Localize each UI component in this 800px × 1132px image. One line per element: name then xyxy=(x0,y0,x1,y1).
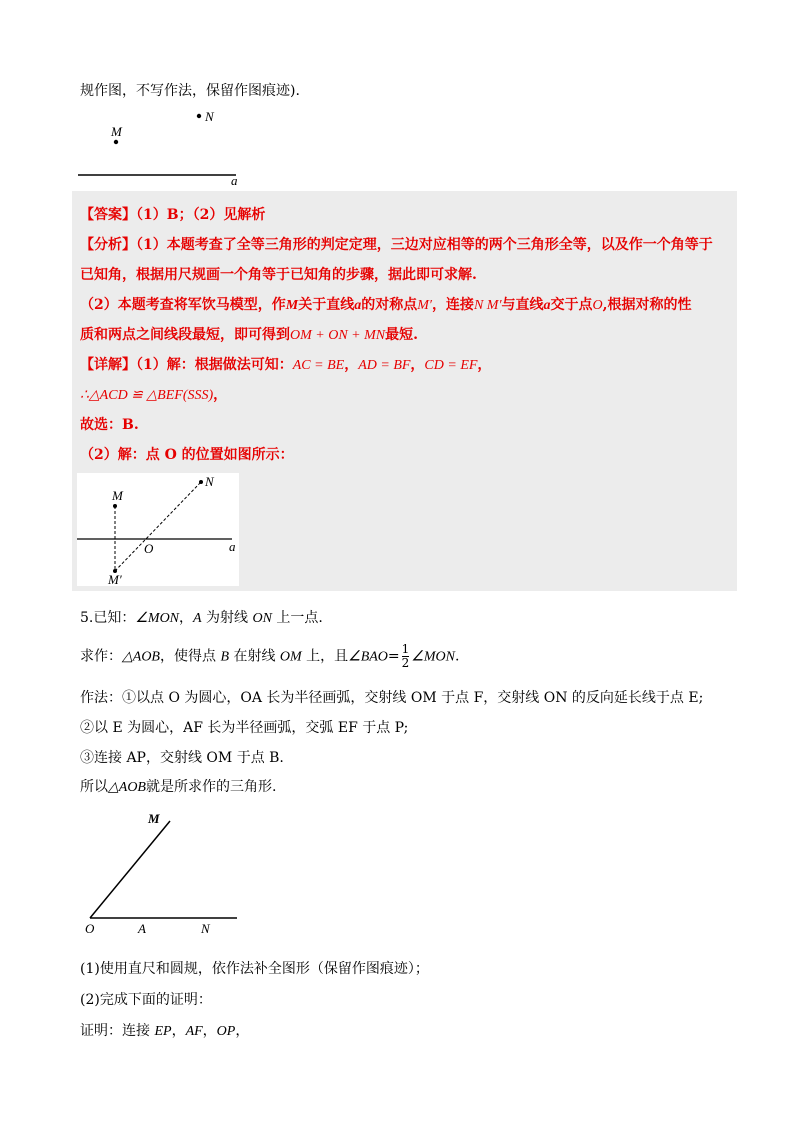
analysis-4a: 质和两点之间线段最短，即可得到 xyxy=(80,327,290,343)
q5-2c: 在射线 xyxy=(229,648,280,665)
analysis-4-expr: OM + ON + MN xyxy=(290,328,386,343)
analysis-tag: 【分析】 xyxy=(80,237,136,253)
label-mp: M′ xyxy=(108,572,122,587)
proof-c: ， xyxy=(202,1023,217,1039)
q5-on: ON xyxy=(252,611,272,626)
q5-angle-bao: ∠BAO xyxy=(348,649,388,665)
segment-n-mp xyxy=(115,482,201,571)
q5-a: A xyxy=(193,611,202,626)
q5-concl-tri: △AOB xyxy=(108,780,146,795)
q5-b: B xyxy=(220,649,229,665)
analysis-4b: 最短. xyxy=(385,327,418,343)
detail-eq2: AD = BF xyxy=(358,358,411,373)
label-a-3: A xyxy=(138,921,146,936)
detail-eq1: AC = BE xyxy=(292,358,345,373)
label-m-3: M xyxy=(148,811,160,826)
label-o-2: O xyxy=(144,541,154,556)
analysis-line-3 xyxy=(80,294,692,314)
proof-op: OP xyxy=(216,1024,236,1039)
label-m-2: M xyxy=(112,488,123,503)
analysis-text-1: （1）本题考查了全等三角形的判定定理，三边对应相等的两个三角形全等，以及作一个角等于 xyxy=(136,237,713,253)
analysis-3-a: a xyxy=(354,298,362,313)
q5-1b: ， xyxy=(179,610,194,626)
q5-eq: = xyxy=(387,648,400,665)
detail-line-3: 故选：B. xyxy=(80,417,139,433)
label-n-2: N xyxy=(205,474,214,489)
detail-line-2 xyxy=(80,384,227,404)
point-n xyxy=(197,114,201,118)
q5-1d: 上一点. xyxy=(271,610,323,626)
q5-concl-a: 所以 xyxy=(80,779,108,795)
detail-line-1: 【详解】（1）解：根据做法可知：AC = BE，AD = BF，CD = EF， xyxy=(80,357,492,373)
q5-num: 1 xyxy=(401,642,410,656)
q5-tri: △AOB xyxy=(122,649,160,665)
proof-line xyxy=(80,1020,249,1040)
detail-congruence: ∴△ACD ≌ △BEF(SSS) xyxy=(80,388,214,403)
analysis-3-m: M xyxy=(285,298,299,313)
analysis-3b: 关于直线 xyxy=(298,297,355,313)
q5-line-1 xyxy=(80,607,323,627)
detail-line-4: （2）解：点 O 的位置如图所示： xyxy=(80,447,294,463)
label-n-3: N xyxy=(201,921,210,936)
q5-concl-b: 就是所求作的三角形. xyxy=(145,779,277,795)
label-m: M xyxy=(111,124,122,139)
label-o-3: O xyxy=(85,921,95,936)
analysis-3-o: O xyxy=(592,298,603,313)
analysis-3g: ,根据对称的性 xyxy=(602,297,692,313)
q5-1c: 为射线 xyxy=(201,610,253,626)
analysis-3-a3: a xyxy=(543,298,551,313)
proof-b: ， xyxy=(171,1023,186,1039)
q5-angle-mon: ∠MON xyxy=(411,649,455,665)
answer-tag: 【答案】 xyxy=(80,207,136,223)
detail-2-end: ， xyxy=(213,387,228,403)
q5-2b: ，使得点 xyxy=(159,648,221,665)
analysis-line-1 xyxy=(80,234,713,254)
ray-om xyxy=(90,821,170,918)
task-2: (2)完成下面的证明： xyxy=(80,992,212,1008)
analysis-3c: 的对称点 xyxy=(361,297,418,313)
q5-fraction xyxy=(402,643,410,670)
figure-3 xyxy=(85,815,245,925)
label-a-2: a xyxy=(229,539,236,554)
point-n-2 xyxy=(199,480,203,484)
proof-a: 证明：连接 xyxy=(80,1023,155,1039)
analysis-3-nmp: N M′ xyxy=(473,298,502,313)
label-a: a xyxy=(231,173,238,188)
q5-step-3: ③连接 AP，交射线 OM 于点 B. xyxy=(80,750,284,766)
analysis-3e: 与直线 xyxy=(501,297,544,313)
analysis-line-2: 已知角，根据用尺规画一个角等于已知角的步骤，据此即可求解. xyxy=(80,267,477,283)
detail-eq3: CD = EF xyxy=(424,358,478,373)
proof-ep: EP xyxy=(154,1024,172,1039)
point-m xyxy=(114,140,118,144)
q5-1a: 5.已知： xyxy=(80,610,136,626)
analysis-3-mp: M′ xyxy=(417,298,432,313)
intro-line: 规作图，不写作法，保留作图痕迹). xyxy=(80,83,300,99)
q5-angle: ∠MON xyxy=(135,611,180,626)
analysis-3a: （2）本题考查将军饮马模型，作 xyxy=(80,297,286,313)
q5-line-2 xyxy=(80,643,459,670)
q5-om: OM xyxy=(279,649,302,665)
proof-d: ， xyxy=(235,1023,250,1039)
task-1: (1)使用直尺和圆规，依作法补全图形（保留作图痕迹）； xyxy=(80,961,429,977)
q5-step-1: 作法：①以点 O 为圆心，OA 长为半径画弧，交射线 OM 于点 F，交射线 ON 的反向延长线于点 E; xyxy=(80,690,704,706)
point-m-2 xyxy=(113,504,117,508)
detail-tag: 【详解】 xyxy=(80,357,136,373)
detail-1a: （1）解：根据做法可知： xyxy=(136,357,293,373)
q5-2e: . xyxy=(454,648,460,665)
analysis-3d: ，连接 xyxy=(431,297,474,313)
figure-1 xyxy=(78,105,248,185)
q5-conclusion xyxy=(80,776,276,796)
analysis-line-4 xyxy=(80,324,418,344)
q5-2a: 求作： xyxy=(80,648,122,665)
proof-af: AF xyxy=(185,1024,203,1039)
figure-2 xyxy=(77,473,239,586)
analysis-3f: 交于点 xyxy=(550,297,593,313)
label-n: N xyxy=(205,109,214,124)
answer-text: （1）B；（2）见解析 xyxy=(136,207,266,223)
q5-den: 2 xyxy=(401,656,410,670)
q5-2d: 上，且 xyxy=(301,648,349,665)
answer-line xyxy=(80,204,265,224)
q5-step-2: ②以 E 为圆心，AF 长为半径画弧，交弧 EF 于点 P; xyxy=(80,720,409,736)
